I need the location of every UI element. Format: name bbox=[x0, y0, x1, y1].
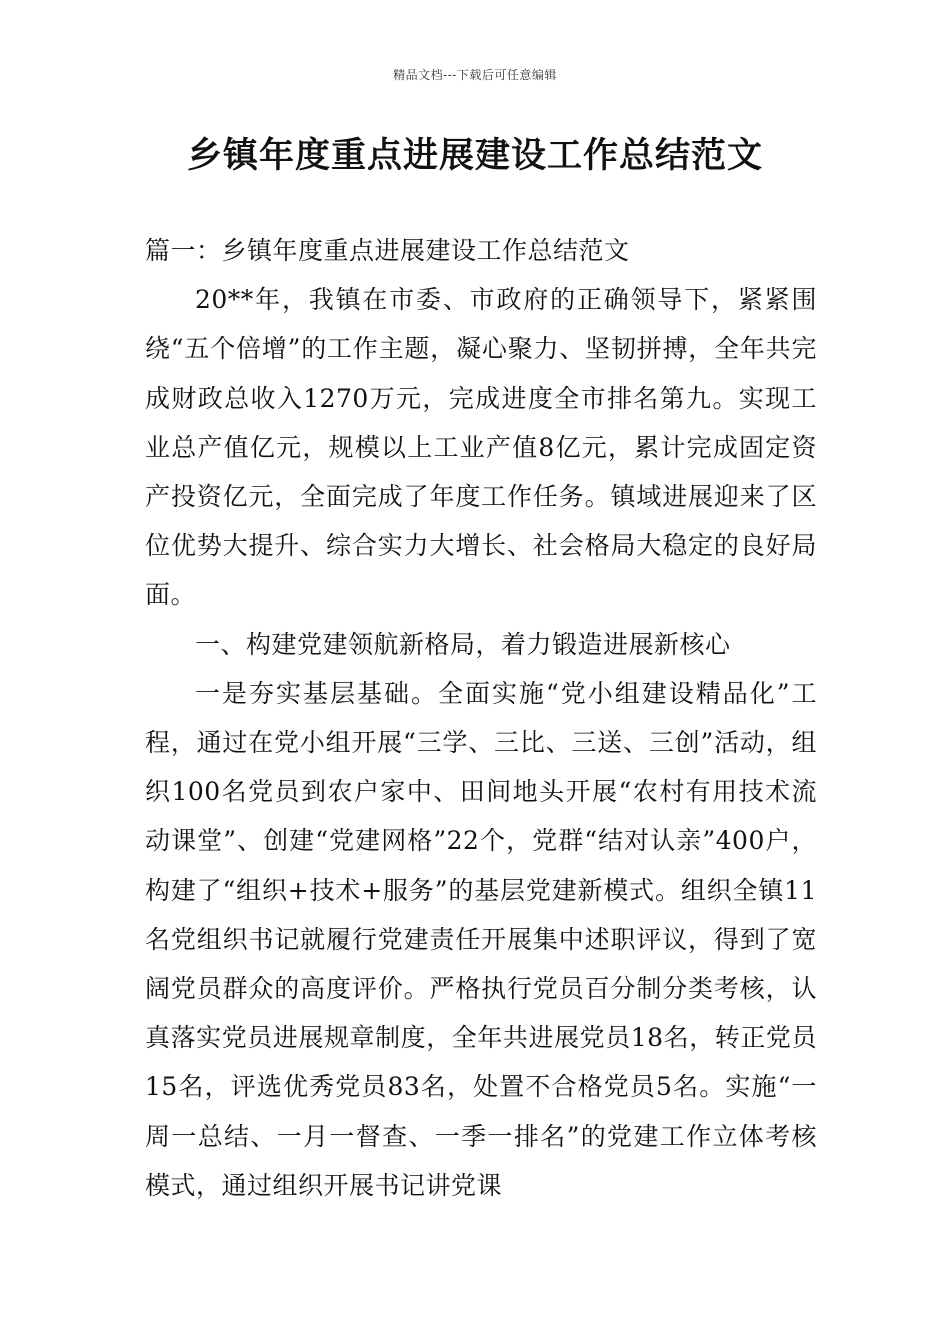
subsection-heading: 一、构建党建领航新格局，着力锻造进展新核心 bbox=[195, 629, 731, 659]
body-paragraph: 20**年，我镇在市委、市政府的正确领导下，紧紧围绕“五个倍增”的工作主题，凝心聚力、坚韧拼搏，全年共完成财政总收入1270万元，完成进度全市排名第九。实现工业总产值亿元，规模以上工业产值8亿元，累计完成固定资产投资亿元，全面完成了年度工作任务。镇域进展迎来了区位优势大提升、综合实力大增长、社会格局大稳定的良好局面。 bbox=[145, 285, 817, 610]
header-note: 精品文档---下载后可任意编辑 bbox=[393, 68, 557, 82]
section-heading: 篇一：乡镇年度重点进展建设工作总结范文 bbox=[145, 236, 630, 265]
document-body bbox=[145, 226, 817, 1210]
document-title: 乡镇年度重点进展建设工作总结范文 bbox=[186, 136, 763, 176]
body-paragraph: 一是夯实基层基础。全面实施“党小组建设精品化”工程，通过在党小组开展“三学、三比、三送、三创”活动，组织100名党员到农户家中、田间地头开展“农村有用技术流动课堂”、创建“党建网格”22个，党群“结对认亲”400户，构建了“组织+技术+服务”的基层党建新模式。组织全镇11名党组织书记就履行党建责任开展集中述职评议，得到了宽阔党员群众的高度评价。严格执行党员百分制分类考核，认真落实党员进展规章制度，全年共进展党员18名，转正党员15名，评选优秀党员83名，处置不合格党员5名。实施“一周一总结、一月一督查、一季一排名”的党建工作立体考核模式，通过组织开展书记讲党课 bbox=[145, 678, 817, 1200]
